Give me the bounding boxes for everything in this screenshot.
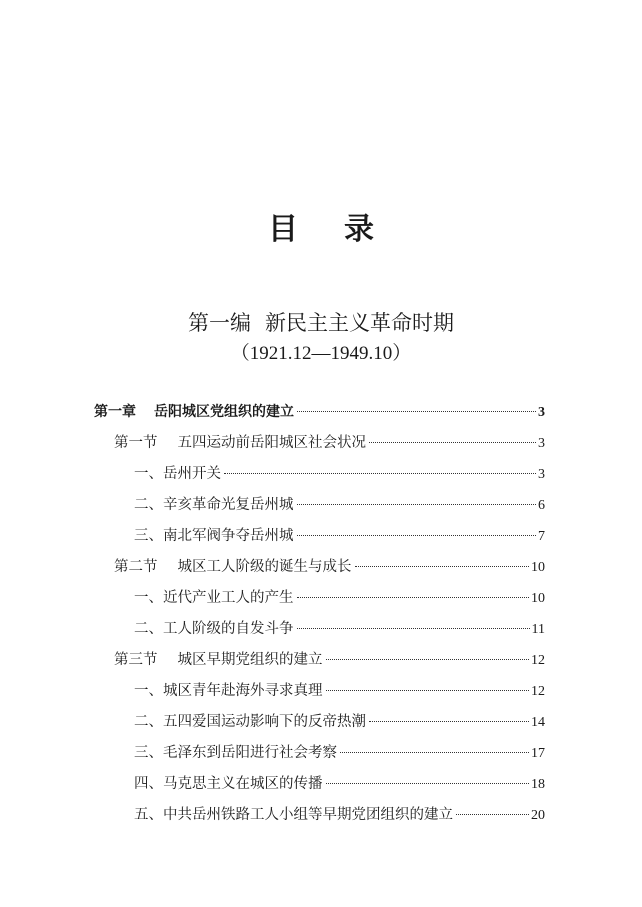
toc-entry-title: 二、辛亥革命光复岳州城 xyxy=(134,497,294,513)
toc-entry-title: 四、马克思主义在城区的传播 xyxy=(134,776,323,792)
dot-leader xyxy=(326,783,530,784)
toc-page-number: 10 xyxy=(531,560,545,575)
toc-entry-title: 二、工人阶级的自发斗争 xyxy=(134,621,294,637)
toc-entry-title: 五四运动前岳阳城区社会状况 xyxy=(177,435,366,451)
dot-leader xyxy=(369,721,529,722)
toc-page-number: 3 xyxy=(538,467,545,482)
dot-leader xyxy=(297,504,537,505)
toc-entry-number: 第一章 xyxy=(94,404,136,420)
toc-entry-number: 第一节 xyxy=(114,435,158,451)
part-heading xyxy=(0,308,642,338)
toc-item[interactable] xyxy=(134,460,545,488)
toc-item[interactable] xyxy=(134,491,545,519)
dot-leader xyxy=(326,659,530,660)
toc-chapter-1[interactable] xyxy=(94,398,545,426)
toc-page-number: 7 xyxy=(538,529,545,544)
toc-entry-number: 第二节 xyxy=(114,559,158,575)
toc-entry-title: 三、毛泽东到岳阳进行社会考察 xyxy=(134,745,337,761)
toc-entry-number: 第三节 xyxy=(114,652,158,668)
dot-leader xyxy=(297,597,530,598)
part-label: 第一编 xyxy=(188,311,251,335)
toc-entry-title: 三、南北军阀争夺岳州城 xyxy=(134,528,294,544)
dot-leader xyxy=(369,442,536,443)
toc-item[interactable] xyxy=(134,770,545,798)
toc-entry-title: 二、五四爱国运动影响下的反帝热潮 xyxy=(134,714,366,730)
toc-item[interactable] xyxy=(134,615,545,643)
toc-section-3[interactable] xyxy=(114,646,545,674)
dot-leader xyxy=(355,566,530,567)
dot-leader xyxy=(297,628,530,629)
toc-page-number: 11 xyxy=(531,622,545,637)
toc-item[interactable] xyxy=(134,801,545,829)
toc-page-number: 14 xyxy=(531,715,545,730)
toc-page-number: 18 xyxy=(531,777,545,792)
toc-page-number: 12 xyxy=(531,684,545,699)
toc-page-number: 17 xyxy=(531,746,545,761)
toc-page-number: 20 xyxy=(531,808,545,823)
toc-page-number: 12 xyxy=(531,653,545,668)
toc-section-1[interactable] xyxy=(114,429,545,457)
toc-item[interactable] xyxy=(134,584,545,612)
toc-entry-title: 一、近代产业工人的产生 xyxy=(134,590,294,606)
toc-page-number: 10 xyxy=(531,591,545,606)
toc-entry-title: 城区早期党组织的建立 xyxy=(177,652,323,668)
dot-leader xyxy=(456,814,529,815)
dot-leader xyxy=(326,690,530,691)
toc-entry-title: 岳阳城区党组织的建立 xyxy=(154,404,294,420)
toc-page-number: 3 xyxy=(538,436,545,451)
part-date-range: （1921.12—1949.10） xyxy=(230,343,412,364)
toc-item[interactable] xyxy=(134,677,545,705)
toc-entry-title: 城区工人阶级的诞生与成长 xyxy=(177,559,352,575)
toc-entry-title: 一、城区青年赴海外寻求真理 xyxy=(134,683,323,699)
page-title: 目录 xyxy=(268,212,420,247)
toc-entry-title: 一、岳州开关 xyxy=(134,466,221,482)
toc-item[interactable] xyxy=(134,739,545,767)
toc-page-number: 6 xyxy=(538,498,545,513)
dot-leader xyxy=(297,535,537,536)
toc-section-2[interactable] xyxy=(114,553,545,581)
toc-entry-title: 五、中共岳州铁路工人小组等早期党团组织的建立 xyxy=(134,807,453,823)
toc-item[interactable] xyxy=(134,522,545,550)
dot-leader xyxy=(224,473,536,474)
dot-leader xyxy=(297,411,536,412)
part-name: 新民主主义革命时期 xyxy=(265,311,454,335)
toc-page-number: 3 xyxy=(538,405,545,420)
toc-item[interactable] xyxy=(134,708,545,736)
dot-leader xyxy=(340,752,529,753)
